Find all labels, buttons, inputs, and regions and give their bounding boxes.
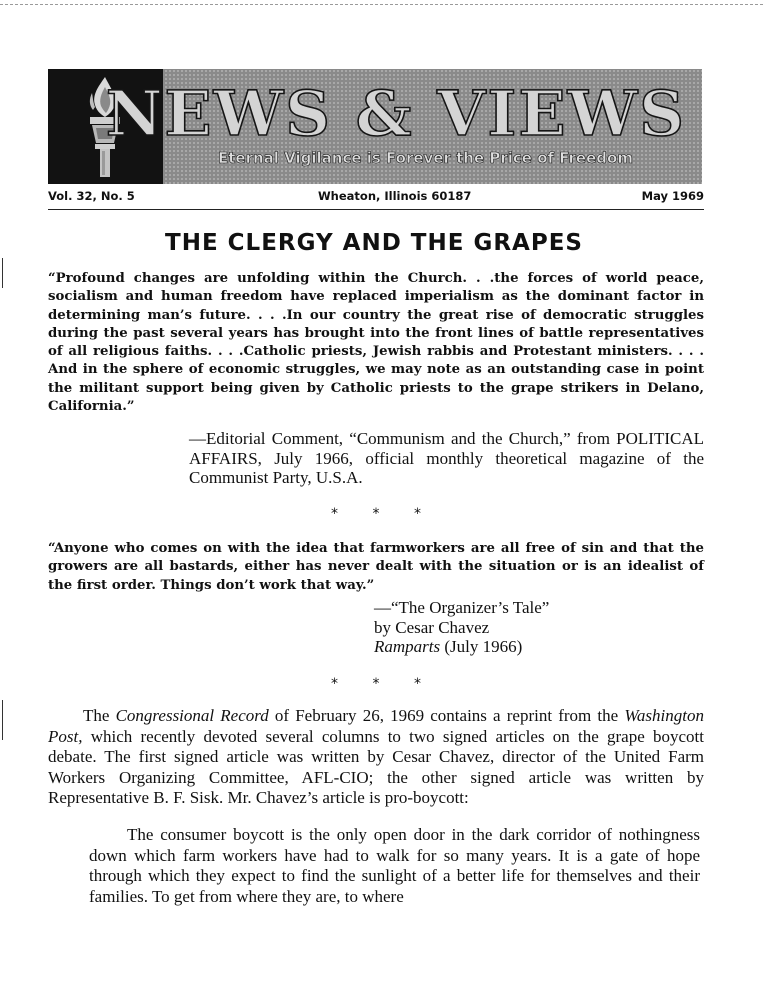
- second-quote: “Anyone who comes on with the idea that farmworkers are all free of sin and that the growers are all bastards, either has never dealt with the situation or is an idealist of the first order. Things don’t work that way.”: [48, 541, 704, 593]
- body-italic-title: Congressional Record: [115, 706, 269, 725]
- masthead-title: NEWS & VIEWS: [105, 77, 686, 150]
- issue-volume: Vol. 32, No. 5: [48, 189, 135, 203]
- article-headline: THE CLERGY AND THE GRAPES: [165, 230, 583, 256]
- body-italic-title: Washington Post,: [48, 706, 704, 746]
- attribution-source: [374, 637, 634, 657]
- body-text-segment: which recently devoted several columns to two signed articles on the grape boycott debate. The first signed article was written by Cesar Chavez, director of the United Farm Workers Organizing Committee, AFL-CIO; the other signed article was written by Representative B. F. Sisk. Mr. Chavez’s article is pro-boycott:: [48, 726, 704, 808]
- section-separator: * * *: [331, 506, 421, 522]
- top-dashed-rule: [0, 4, 763, 5]
- attribution-author: by Cesar Chavez: [374, 617, 490, 637]
- issue-date: May 1969: [641, 189, 704, 203]
- margin-mark: [2, 258, 3, 288]
- opening-quote-attribution: —Editorial Comment, “Communism and the Church,” from POLITICAL AFFAIRS, July 1966, official monthly theoretical magazine of the Communist Party, U.S.A.: [189, 429, 704, 487]
- body-paragraph: [48, 706, 704, 809]
- masthead-tagline: Eternal Vigilance is Forever the Price of Freedom: [218, 149, 633, 167]
- block-quote: The consumer boycott is the only open door in the dark corridor of nothingness down which farm workers have had to walk for so many years. It is a gate of hope through which they expect to find the sunlight of a better life for themselves and their families. To get from where they are, to where: [89, 825, 700, 906]
- issue-place: Wheaton, Illinois 60187: [318, 189, 472, 203]
- body-text-segment: The: [83, 706, 116, 725]
- opening-quote: “Profound changes are unfolding within the Church. . .the forces of world peace, socialism and human freedom have replaced imperialism as the dominant factor in determining man’s future. . . .In our country the great rise of democratic struggles during the past several years has brought into the front lines of battle representatives of all religious faiths. . . .Catholic priests, Jewish rabbis and Protestant ministers. . . . And in the sphere of economic struggles, we may note as an outstanding case in point the militant support being given by Catholic priests to the grape strikers in Delano, California.”: [48, 271, 704, 415]
- attribution-publication: Ramparts: [374, 637, 441, 656]
- margin-mark: [2, 700, 3, 740]
- attribution-date: (July 1966): [440, 637, 523, 656]
- masthead-banner: [48, 69, 702, 184]
- attribution-title: —“The Organizer’s Tale”: [374, 598, 550, 617]
- issue-rule: [48, 209, 704, 210]
- second-quote-attribution: [374, 598, 634, 657]
- body-text-segment: of February 26, 1969 contains a reprint from the: [268, 706, 625, 725]
- section-separator: * * *: [331, 676, 421, 692]
- issue-line: [48, 189, 704, 207]
